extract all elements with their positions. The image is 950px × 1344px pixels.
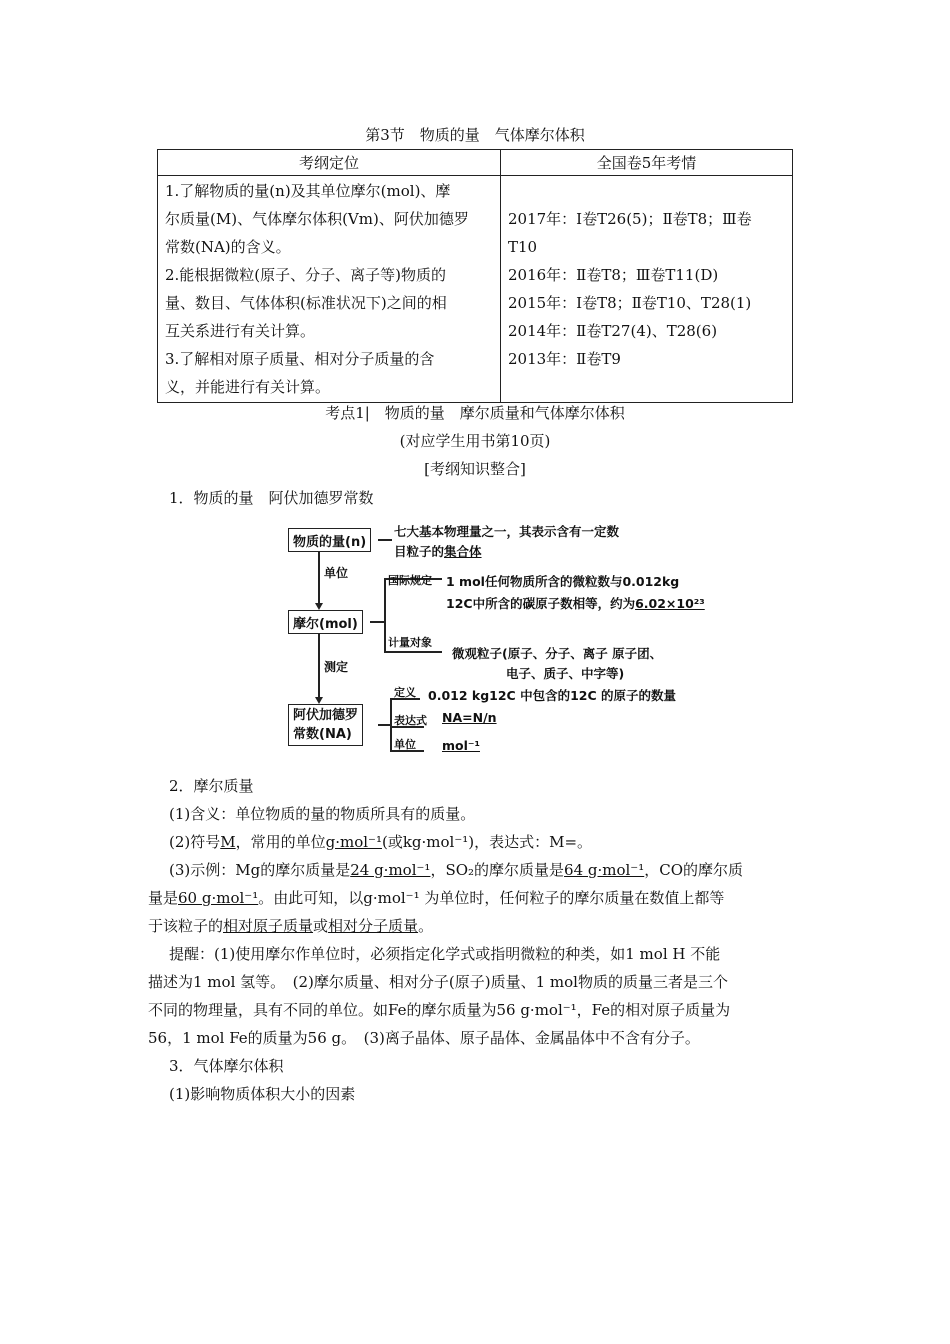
paragraph: (2)符号M，常用的单位g·mol⁻¹(或kg·mol⁻¹)，表达式：M=。 — [169, 833, 593, 851]
connector — [378, 539, 392, 541]
outline-cell — [158, 176, 501, 403]
link-label: 测定 — [324, 660, 349, 674]
paragraph: (1)含义：单位物质的量的物质所具有的质量。 — [169, 805, 476, 823]
exam-line: 2014年：Ⅱ卷T27(4)、T28(6) — [508, 322, 718, 340]
branch-label: 计量对象 — [388, 636, 432, 649]
paragraph: (3)示例：Mg的摩尔质量是24 g·mol⁻¹，SO₂的摩尔质量是64 g·mol⁻¹，CO的摩尔质 — [169, 861, 744, 879]
branch-label: 单位 — [394, 738, 416, 751]
diagram-text: 0.012 kg12C 中包含的12C 的原子的数量 — [428, 688, 676, 703]
branch-label: 表达式 — [394, 714, 427, 727]
exam-cell — [501, 176, 793, 403]
diagram-box-line: 常数(NA) — [293, 727, 352, 742]
connector — [318, 552, 320, 606]
diagram-text: 目粒子的集合体 — [394, 544, 482, 559]
tip-line: 提醒：(1)使用摩尔作单位时，必须指定化学式或指明微粒的种类，如1 mol H 不能 — [169, 945, 721, 963]
exam-outline-table — [157, 149, 793, 403]
connector — [384, 578, 386, 652]
outline-line: 义，并能进行有关计算。 — [165, 378, 331, 396]
outline-line: 3.了解相对原子质量、相对分子质量的含 — [165, 350, 435, 368]
diagram-box-avogadro — [288, 704, 363, 746]
page-title: 第3节 物质的量 气体摩尔体积 — [365, 126, 585, 144]
formula: NA=N/n — [442, 710, 497, 725]
paragraph: 于该粒子的相对原子质量或相对分子质量。 — [148, 917, 434, 935]
exam-line: 2017年：Ⅰ卷T26(5)；Ⅱ卷T8；Ⅲ卷 — [508, 210, 752, 228]
outline-line: 2.能根据微粒(原子、分子、离子等)物质的 — [165, 266, 447, 284]
exam-line: 2015年：Ⅰ卷T8；Ⅱ卷T10、T28(1) — [508, 294, 752, 312]
connector — [318, 634, 320, 700]
book-reference: (对应学生用书第10页) — [399, 432, 551, 450]
outline-line: 量、数目、气体体积(标准状况下)之间的相 — [165, 294, 447, 312]
table-header-outline: 考纲定位 — [158, 150, 501, 176]
tip-line: 不同的物理量，具有不同的单位。如Fe的摩尔质量为56 g·mol⁻¹，Fe的相对原子质量为 — [148, 1001, 731, 1019]
underlined-answer: 64 g·mol⁻¹ — [564, 861, 645, 879]
section-tag: [考纲知识整合] — [424, 460, 526, 478]
diagram-text: 微观粒子(原子、分子、离子 原子团、 — [452, 646, 663, 661]
paragraph: (1)影响物质体积大小的因素 — [169, 1085, 356, 1103]
outline-line: 常数(NA)的含义。 — [165, 238, 291, 256]
diagram-text: 电子、质子、中字等) — [506, 666, 625, 681]
diagram-box-line: 阿伏加德罗 — [293, 708, 359, 723]
exam-line: 2013年：Ⅱ卷T9 — [508, 350, 621, 368]
connector — [378, 724, 390, 726]
diagram-box-amount: 物质的量(n) — [288, 528, 371, 552]
underlined-answer: 24 g·mol⁻¹ — [350, 861, 431, 879]
exam-line: T10 — [508, 238, 538, 256]
diagram-text: 七大基本物理量之一，其表示含有一定数 — [394, 524, 620, 539]
connector — [390, 698, 392, 750]
underlined-answer: 相对原子质量 — [223, 917, 314, 935]
table-header-exam: 全国卷5年考情 — [501, 150, 793, 176]
exam-line: 2016年：Ⅱ卷T8；Ⅲ卷T11(D) — [508, 266, 719, 284]
connector — [384, 651, 442, 653]
outline-line: 尔质量(M)、气体摩尔体积(Vm)、阿伏加德罗 — [165, 210, 469, 228]
underlined-answer: M — [220, 833, 236, 851]
item-heading-3: 3．气体摩尔体积 — [169, 1057, 284, 1075]
outline-line: 互关系进行有关计算。 — [165, 322, 316, 340]
section-heading: 考点1| 物质的量 摩尔质量和气体摩尔体积 — [325, 404, 625, 422]
tip-line: 56，1 mol Fe的质量为56 g。 (3)离子晶体、原子晶体、金属晶体中不含有分子。 — [148, 1029, 700, 1047]
diagram-text: 12C中所含的碳原子数相等，约为6.02×10²³ — [446, 596, 705, 611]
arrow-down-icon — [315, 603, 323, 610]
underlined-answer: 集合体 — [444, 544, 482, 559]
underlined-answer: 60 g·mol⁻¹ — [178, 889, 259, 907]
paragraph: 量是60 g·mol⁻¹。由此可知，以g·mol⁻¹ 为单位时，任何粒子的摩尔质量在数值上都等 — [148, 889, 725, 907]
item-heading-2: 2．摩尔质量 — [169, 777, 254, 795]
outline-line: 1.了解物质的量(n)及其单位摩尔(mol)、摩 — [165, 182, 451, 200]
concept-diagram — [286, 518, 726, 763]
link-label: 单位 — [324, 566, 349, 580]
item-heading-1: 1．物质的量 阿伏加德罗常数 — [169, 489, 374, 507]
diagram-box-mole: 摩尔(mol) — [288, 610, 363, 634]
unit-text: mol⁻¹ — [442, 738, 480, 753]
arrow-down-icon — [315, 697, 323, 704]
branch-label: 国际规定 — [388, 574, 432, 587]
branch-label: 定义 — [394, 686, 416, 699]
diagram-text: 1 mol任何物质所含的微粒数与0.012kg — [446, 574, 680, 589]
connector — [370, 621, 384, 623]
tip-line: 描述为1 mol 氢等。 (2)摩尔质量、相对分子(原子)质量、1 mol物质的质量三者是三个 — [148, 973, 728, 991]
underlined-answer: g·mol⁻¹ — [325, 833, 382, 851]
underlined-answer: 6.02×10²³ — [635, 596, 705, 611]
underlined-answer: 相对分子质量 — [328, 917, 419, 935]
